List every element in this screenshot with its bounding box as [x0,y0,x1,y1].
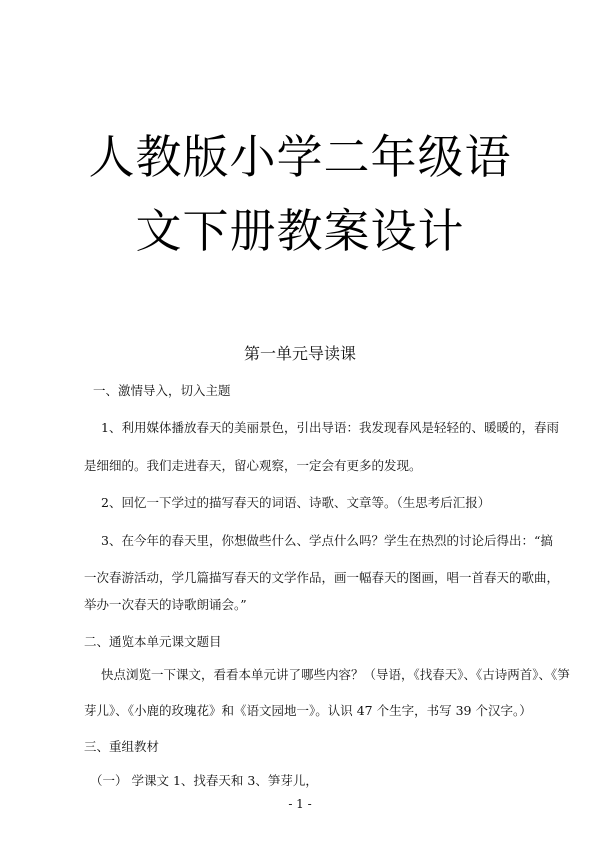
document-title-line-2: 文下册教案设计 [135,204,465,258]
paragraph-line: 芽儿》、《小鹿的玫瑰花》和《语文园地一》。认识 47 个生字，书写 39 个汉字。） [84,703,532,718]
page-number: - 1 - [288,797,312,811]
heading-3: 三、重组教材 [84,739,160,754]
document-title-line-1: 人教版小学二年级语 [88,130,512,184]
heading-1: 一、激情导入，切入主题 [93,383,231,398]
subheading-line: （一） 学课文 1、找春天和 3、笋芽儿， [90,773,318,788]
paragraph-line: 1、利用媒体播放春天的美丽景色，引出导语：我发现春风是轻轻的、暖暖的，春雨 [101,420,559,435]
section-title: 第一单元导读课 [243,344,356,363]
paragraph-line: 快点浏览一下课文，看看本单元讲了哪些内容？（导语，《找春天》、《古诗两首》、《笋 [101,667,570,682]
paragraph-line: 一次春游活动，学几篇描写春天的文学作品，画一幅春天的图画，唱一首春天的歌曲， [84,570,560,585]
paragraph-line: 3、在今年的春天里，你想做些什么、学点什么吗？学生在热烈的讨论后得出：“搞 [101,533,553,548]
paragraph-line: 举办一次春天的诗歌朗诵会。” [84,597,247,612]
heading-2: 二、通览本单元课文题目 [84,634,222,649]
paragraph-line: 是细细的。我们走进春天，留心观察，一定会有更多的发现。 [84,458,422,473]
paragraph-line: 2、回忆一下学过的描写春天的词语、诗歌、文章等。（生思考后汇报） [101,495,491,510]
